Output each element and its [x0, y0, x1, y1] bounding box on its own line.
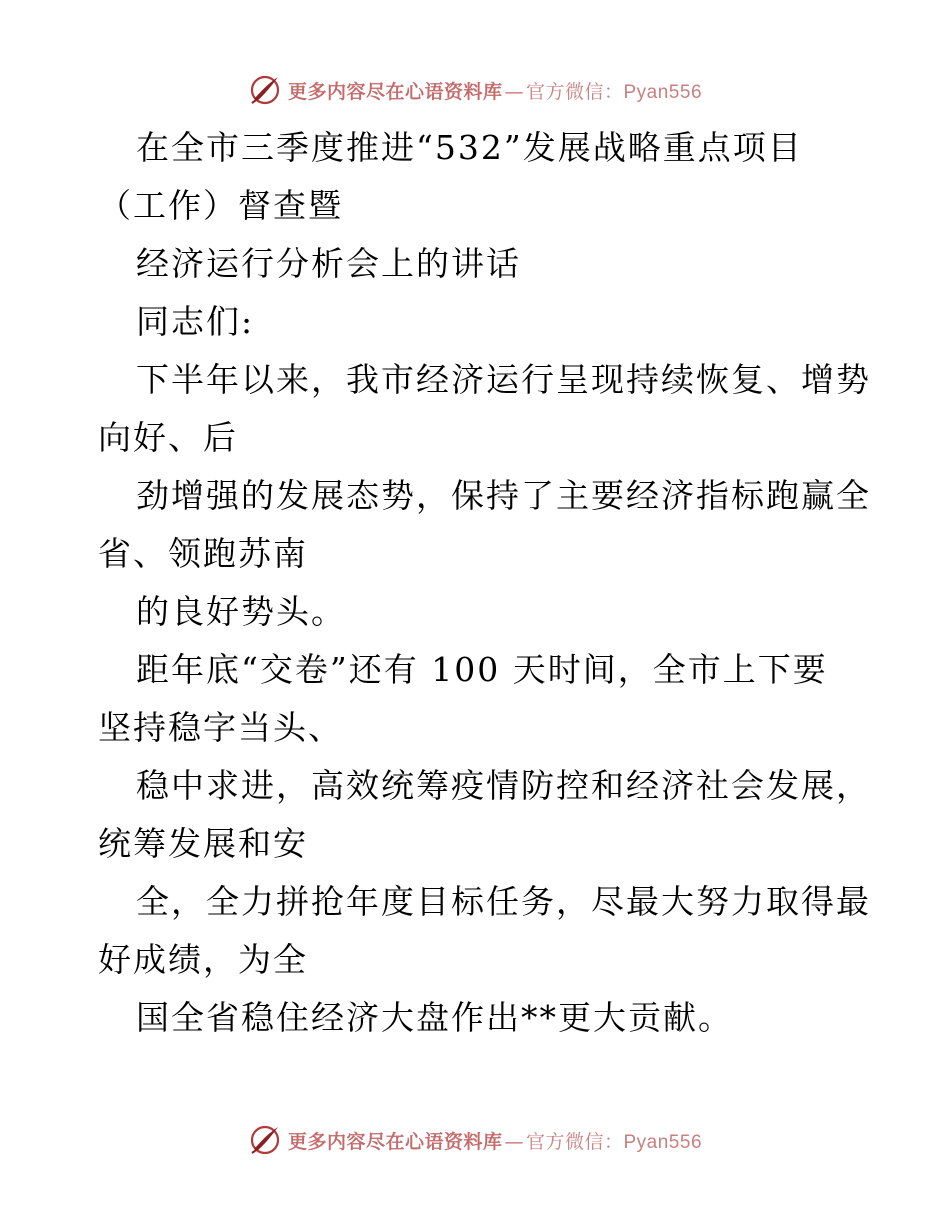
wechat-label: 官方微信：	[525, 1130, 624, 1153]
paragraph-line: 好成绩，为全	[98, 940, 308, 979]
banner-main-text: 更多内容尽在心语资料库	[287, 1130, 503, 1153]
banner-dash: —	[504, 80, 524, 103]
paragraph-line: 坚持稳字当头、	[98, 708, 343, 747]
paragraph-line: 下半年以来，我市经济运行呈现持续恢复、增势	[136, 360, 871, 399]
header-banner	[0, 70, 950, 110]
footer-banner	[0, 1120, 950, 1160]
title-line-2: （工作）督查暨	[98, 186, 343, 225]
salutation: 同志们:	[136, 302, 255, 341]
paragraph-line: 稳中求进，高效统筹疫情防控和经济社会发展，	[136, 766, 871, 805]
banner-content	[248, 73, 702, 107]
paragraph-line: 距年底“交卷”还有 100 天时间，全市上下要	[136, 650, 828, 689]
wechat-id: Pyan556	[623, 81, 703, 103]
banner-content	[248, 1123, 702, 1157]
paragraph-line: 的良好势头。	[136, 592, 346, 631]
banner-dash: —	[504, 1130, 524, 1153]
paragraph-line: 向好、后	[98, 418, 238, 457]
quill-pen-logo-icon	[248, 1123, 282, 1157]
paragraph-line: 统筹发展和安	[98, 824, 308, 863]
paragraph-line: 全，全力拼抢年度目标任务，尽最大努力取得最	[136, 882, 871, 921]
wechat-id: Pyan556	[623, 1131, 703, 1153]
banner-text	[288, 1127, 702, 1154]
banner-text	[288, 77, 702, 104]
paragraph-line: 省、领跑苏南	[98, 534, 308, 573]
title-line-1: 在全市三季度推进“532”发展战略重点项目	[136, 128, 803, 167]
banner-main-text: 更多内容尽在心语资料库	[287, 80, 503, 103]
title-line-3: 经济运行分析会上的讲话	[136, 244, 521, 283]
paragraph-line: 劲增强的发展态势，保持了主要经济指标跑赢全	[136, 476, 871, 515]
paragraph-line: 国全省稳住经济大盘作出**更大贡献。	[136, 998, 733, 1037]
wechat-label: 官方微信：	[525, 80, 624, 103]
quill-pen-logo-icon	[248, 73, 282, 107]
